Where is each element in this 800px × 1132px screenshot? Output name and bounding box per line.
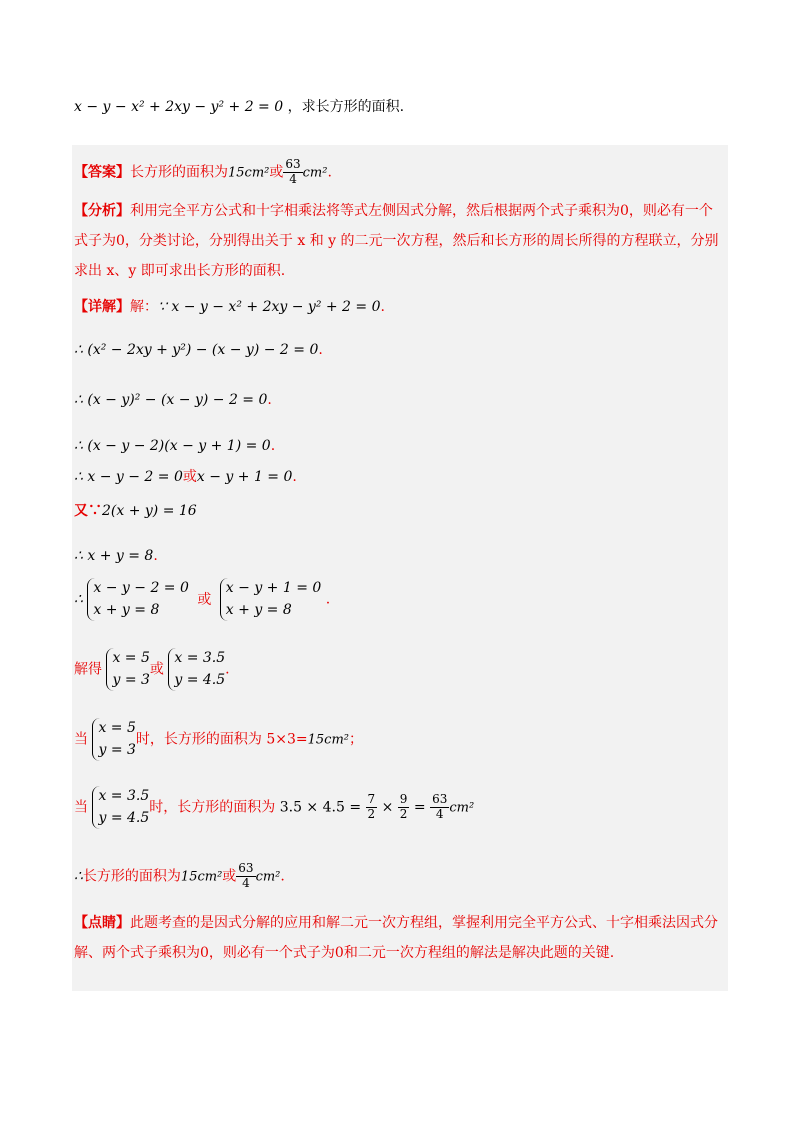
case-a-val: 15cm² <box>307 732 350 748</box>
detail-eq2: ∴ (x − y)² − (x − y) − 2 = 0 <box>74 392 268 408</box>
system-a-eq1: x − y − 2 = 0 <box>93 580 189 596</box>
answer-end: . <box>327 164 332 181</box>
case-b-frac3 <box>430 793 449 822</box>
detail-eq3: ∴ (x − y − 2)(x − y + 1) = 0 <box>74 438 271 454</box>
solution-a-x: x = 5 <box>112 650 150 666</box>
detail-line-6: ∴ x + y = 8. <box>74 548 158 564</box>
detail-line-1: ∴ (x² − 2xy + y²) − (x − y) − 2 = 0. <box>74 342 323 358</box>
system-b <box>220 578 322 621</box>
system-b-eq2: x + y = 8 <box>225 601 292 618</box>
system-b-eq1: x − y + 1 = 0 <box>225 580 322 596</box>
detail-eq5: 2(x + y) = 16 <box>102 503 197 519</box>
detail-eq0: ∵ x − y − x² + 2xy − y² + 2 = 0 <box>158 299 381 315</box>
case-a-dang: 当 <box>74 731 88 748</box>
final-fraction-num: 63 <box>238 861 254 875</box>
frac3-den: 4 <box>435 807 444 822</box>
system-a <box>87 578 189 621</box>
detail-line-2: ∴ (x − y)² − (x − y) − 2 = 0. <box>74 392 272 408</box>
detail-eq4a: ∴ x − y − 2 = 0 <box>74 469 183 485</box>
detail-eq4b: x − y + 1 = 0 <box>196 469 293 485</box>
detail-line-4: ∴ x − y − 2 = 0或x − y + 1 = 0. <box>74 469 297 485</box>
answer-text: 长方形的面积为 <box>130 164 228 181</box>
frac3-num: 63 <box>432 792 448 807</box>
answer-unit: cm² <box>302 165 328 181</box>
answer-fraction-den: 4 <box>289 171 297 186</box>
case-b-system <box>92 786 149 829</box>
detail-line-10 <box>74 786 474 829</box>
final-val: 15cm² <box>180 869 223 885</box>
detail-eq6: ∴ x + y = 8 <box>74 548 154 564</box>
solution-a <box>106 648 149 691</box>
detail-eq1: ∴ (x² − 2xy + y²) − (x − y) − 2 = 0 <box>74 342 319 358</box>
detail-line-0: 【详解】解：∵ x − y − x² + 2xy − y² + 2 = 0. <box>74 299 385 315</box>
case-b-y: y = 4.5 <box>98 809 150 826</box>
question-line <box>74 96 404 116</box>
comment-tag: 【点睛】 <box>74 915 130 931</box>
detail-eq4or: 或 <box>182 469 197 485</box>
detail-line-8: 解得 x = 5 y = 3 或 x = 3.5 y = 4.5 . <box>74 648 230 691</box>
case-b-x: x = 3.5 <box>98 788 150 804</box>
case-a-system <box>92 718 135 761</box>
frac1-num: 7 <box>367 792 376 807</box>
case-a-x: x = 5 <box>98 720 136 736</box>
equals-sign: = <box>413 799 426 816</box>
analysis-paragraph <box>74 196 726 286</box>
frac2-num: 9 <box>399 792 408 807</box>
analysis-tag: 【分析】 <box>74 203 130 219</box>
detail-you: 又∵ <box>74 503 102 519</box>
solution-b-y: y = 4.5 <box>174 671 226 688</box>
case-a-end: ； <box>349 731 364 748</box>
answer-fraction <box>283 158 302 187</box>
times-sign: × <box>381 799 394 816</box>
final-fraction <box>236 862 255 891</box>
answer-tag: 【答案】 <box>74 164 130 181</box>
case-b-dang: 当 <box>74 799 88 816</box>
system-or: 或 <box>197 591 212 608</box>
answer-line <box>74 158 332 187</box>
case-a-y: y = 3 <box>98 741 136 758</box>
detail-line-7: ∴ x − y − 2 = 0 x + y = 8 或 x − y + 1 = 0 x + y = 8 . <box>74 578 330 621</box>
frac2-den: 2 <box>399 807 408 822</box>
detail-line-5 <box>74 500 197 520</box>
answer-fraction-num: 63 <box>285 157 301 171</box>
case-b-expr: 3.5 × 4.5 = <box>279 799 362 816</box>
frac1-den: 2 <box>367 807 376 822</box>
comment-paragraph <box>74 908 726 968</box>
comment-text: 此题考查的是因式分解的应用和解二元一次方程组，掌握利用完全平方公式、十字相乘法因式分解、两个式子乘积为0，则必有一个式子为0和二元一次方程组的解法是解决此题的关键. <box>74 915 718 961</box>
detail-line-3: ∴ (x − y − 2)(x − y + 1) = 0. <box>74 438 276 454</box>
case-b-unit: cm² <box>449 800 475 816</box>
case-a-text: 时，长方形的面积为 5×3= <box>135 731 308 748</box>
final-unit: cm² <box>255 869 281 885</box>
final-pre: ∴ <box>74 868 83 885</box>
final-or: 或 <box>222 868 237 885</box>
question-equation: x − y − x² + 2xy − y² + 2 = 0 <box>74 99 284 115</box>
answer-val1: 15cm² <box>228 165 270 181</box>
final-text: 长方形的面积为 <box>82 868 181 885</box>
analysis-text: 利用完全平方公式和十字相乘法将等式左侧因式分解，然后根据两个式子乘积为0，则必有一个式子为0，分类讨论，分别得出关于 x 和 y 的二元一次方程，然后和长方形的周长所得的方程联立，分别求出 x、y 即可求出长方形的面积. <box>74 203 719 279</box>
detail-line-9 <box>74 718 363 761</box>
question-tail: ，求长方形的面积. <box>287 99 405 115</box>
detail-solve: 解： <box>130 299 158 315</box>
detail-line-11: ∴长方形的面积为15cm²或 $\frac{63}{4}$ cm². <box>74 861 285 890</box>
case-b-text: 时，长方形的面积为 <box>149 799 276 816</box>
system-a-eq2: x + y = 8 <box>93 601 160 618</box>
detail-tag: 【详解】 <box>74 299 130 315</box>
solution-b-x: x = 3.5 <box>174 650 226 666</box>
detail-jiede: 解得 <box>74 661 102 678</box>
case-b-frac2 <box>398 793 410 822</box>
solution-a-y: y = 3 <box>112 671 150 688</box>
solution-b <box>168 648 225 691</box>
final-fraction-den: 4 <box>242 875 250 890</box>
answer-or: 或 <box>269 164 284 181</box>
case-b-frac1 <box>366 793 378 822</box>
solution-or: 或 <box>149 661 164 678</box>
